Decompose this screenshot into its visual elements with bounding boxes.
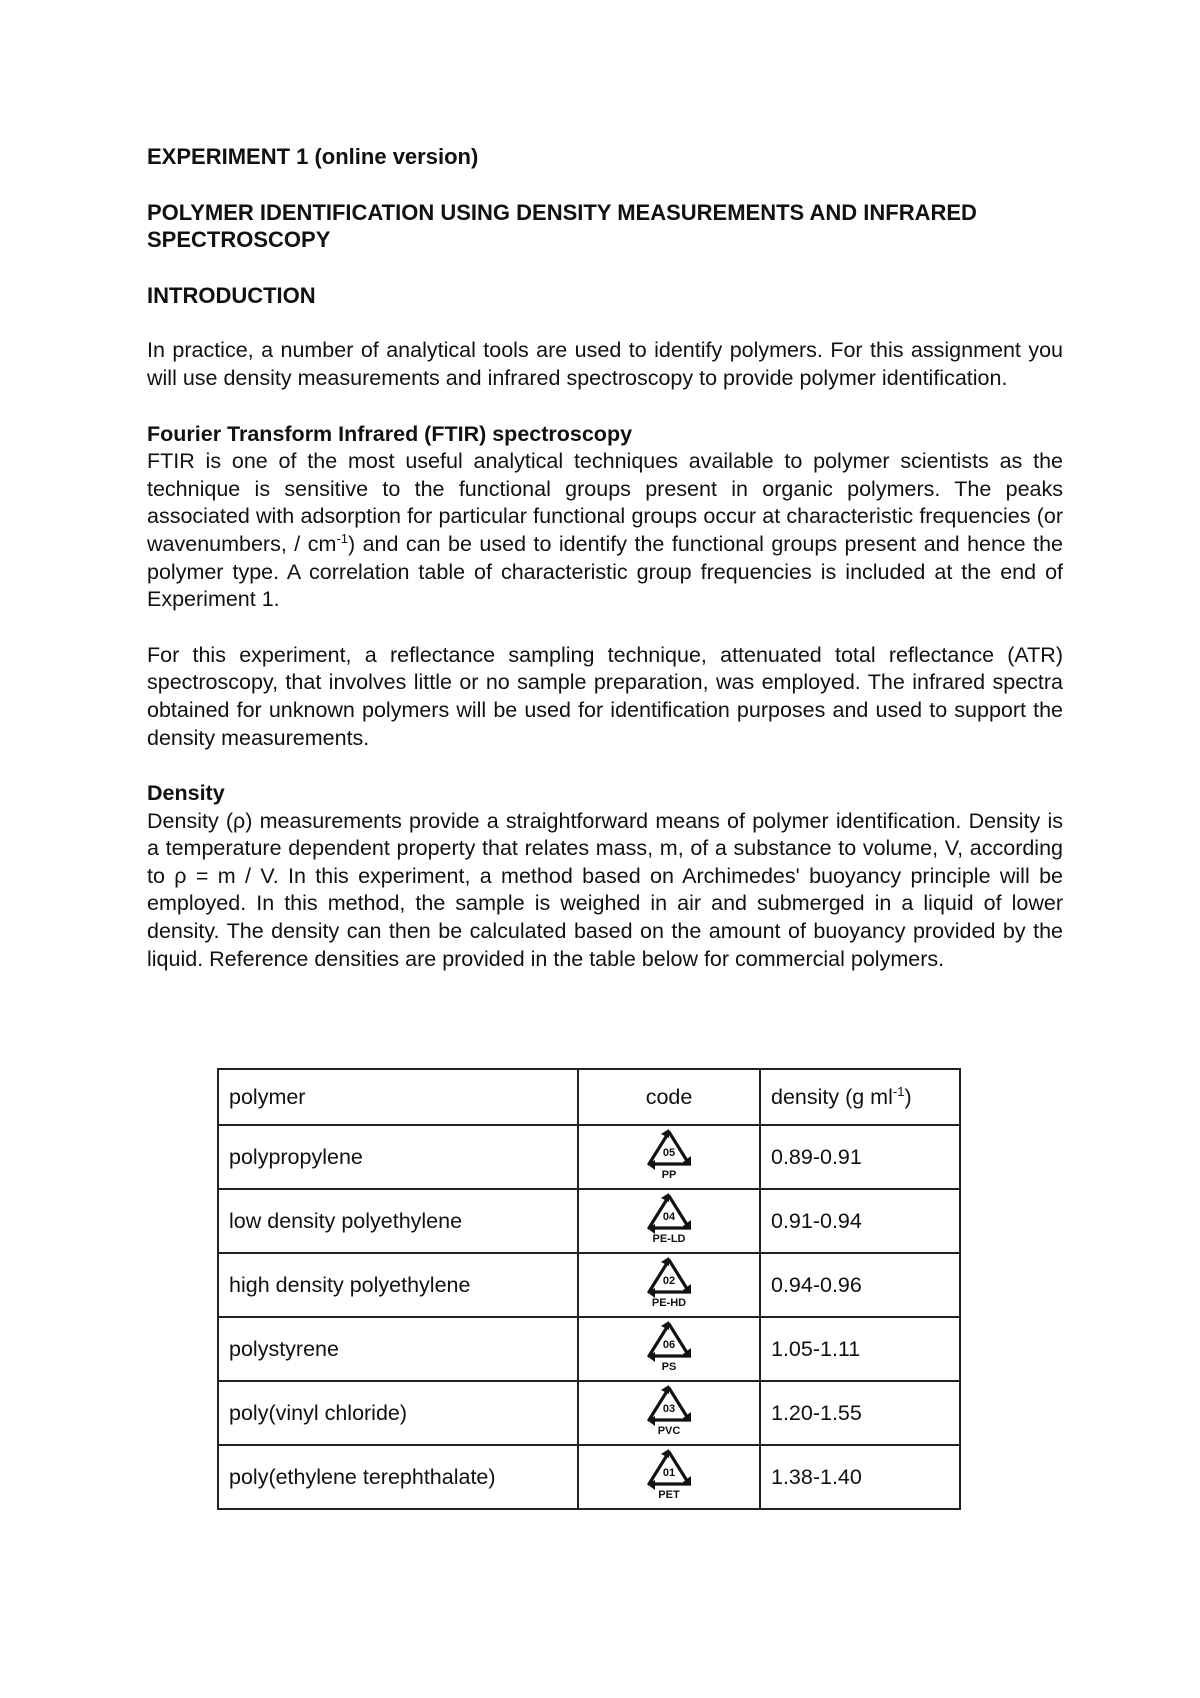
recycling-code-label: PE-HD <box>651 1297 687 1309</box>
introduction-heading: INTRODUCTION <box>147 282 316 308</box>
recycling-code-label: PET <box>658 1489 680 1501</box>
atr-paragraph: For this experiment, a reflectance sampling technique, attenuated total reflectance (ATR) spectroscopy, that involves little or no sample preparation, was employed. The infrared spectra obtained for unknown polymers will be used for identification purposes and used to support the density measurements. <box>147 642 1063 750</box>
polymer-name-cell: polypropylene <box>218 1125 578 1189</box>
recycling-code-number: 06 <box>662 1339 676 1351</box>
polymer-name-cell: high density polyethylene <box>218 1253 578 1317</box>
density-range-cell: 1.38-1.40 <box>760 1445 960 1509</box>
density-range-cell: 0.91-0.94 <box>760 1189 960 1253</box>
polymer-name-cell: poly(vinyl chloride) <box>218 1381 578 1445</box>
ftir-paragraph <box>147 448 1063 614</box>
ftir-superscript: -1 <box>336 530 348 546</box>
header-code: code <box>578 1069 760 1125</box>
polymer-name-cell: low density polyethylene <box>218 1189 578 1253</box>
recycling-code-label: PVC <box>657 1425 681 1437</box>
recycling-code-cell <box>578 1189 760 1253</box>
recycling-symbol-icon <box>639 1190 699 1246</box>
recycling-code-label: PE-LD <box>652 1233 686 1245</box>
ftir-text-part-2: ) and can be used to identify the functional groups present and hence the polymer type. A correlation table of characteristic group frequencies is included at the end of Experiment 1. <box>147 531 1063 612</box>
density-paragraph: Density (ρ) measurements provide a straightforward means of polymer identification. Density is a temperature dependent property that relates mass, m, of a substance to volume, V, according to ρ = m / V. In this experiment, a method based on Archimedes' buoyancy principle will be employed. In this method, the sample is weighed in air and submerged in a liquid of lower density. The density can then be calculated based on the amount of buoyancy provided by the liquid. Reference densities are provided in the table below for commercial polymers. <box>147 808 1063 971</box>
introduction-paragraph: In practice, a number of analytical tools are used to identify polymers. For this assignment you will use density measurements and infrared spectroscopy to provide polymer identification. <box>147 338 1063 390</box>
recycling-code-cell <box>578 1445 760 1509</box>
table-row <box>218 1189 960 1253</box>
table-row <box>218 1381 960 1445</box>
recycling-code-number: 04 <box>662 1211 676 1223</box>
density-range-cell: 1.20-1.55 <box>760 1381 960 1445</box>
document-body <box>147 143 1063 973</box>
recycling-symbol-icon <box>639 1318 699 1374</box>
reference-density-table <box>217 1068 961 1510</box>
polymer-name-cell: polystyrene <box>218 1317 578 1381</box>
polymer-name-cell: poly(ethylene terephthalate) <box>218 1445 578 1509</box>
recycling-symbol-icon <box>639 1254 699 1310</box>
table-body <box>218 1125 960 1509</box>
recycling-code-cell <box>578 1125 760 1189</box>
recycling-code-cell <box>578 1381 760 1445</box>
recycling-code-number: 03 <box>662 1403 676 1415</box>
recycling-symbol-icon <box>639 1126 699 1182</box>
recycling-code-label: PS <box>661 1361 677 1373</box>
ftir-text-part-1: FTIR is one of the most useful analytical techniques available to polymer scientists as the technique is sensitive to the functional groups present in organic polymers. The peaks associated with adsorption for particular functional groups occur at characteristic frequencies (or wavenumbers, / cm <box>147 449 1063 556</box>
recycling-symbol-icon <box>639 1446 699 1502</box>
table-row <box>218 1317 960 1381</box>
header-density-close: ) <box>904 1084 912 1109</box>
recycling-code-cell <box>578 1317 760 1381</box>
table-row <box>218 1445 960 1509</box>
recycling-code-number: 05 <box>662 1147 676 1159</box>
recycling-symbol-icon <box>639 1382 699 1438</box>
density-range-cell: 0.89-0.91 <box>760 1125 960 1189</box>
document-subtitle: POLYMER IDENTIFICATION USING DENSITY MEASUREMENTS AND INFRARED SPECTROSCOPY <box>147 199 977 253</box>
document-title: EXPERIMENT 1 (online version) <box>147 144 479 169</box>
recycling-code-label: PP <box>661 1169 677 1181</box>
density-range-cell: 1.05-1.11 <box>760 1317 960 1381</box>
recycling-code-number: 01 <box>662 1467 676 1479</box>
table-row <box>218 1125 960 1189</box>
header-density-text: density (g ml <box>771 1084 893 1109</box>
table-row <box>218 1253 960 1317</box>
header-polymer: polymer <box>218 1069 578 1125</box>
recycling-code-cell <box>578 1253 760 1317</box>
recycling-code-number: 02 <box>662 1275 676 1287</box>
table-header-row <box>218 1069 960 1125</box>
header-density <box>760 1069 960 1125</box>
density-heading: Density <box>147 781 225 806</box>
header-density-superscript: -1 <box>892 1083 905 1099</box>
ftir-heading: Fourier Transform Infrared (FTIR) spectroscopy <box>147 421 633 446</box>
density-range-cell: 0.94-0.96 <box>760 1253 960 1317</box>
